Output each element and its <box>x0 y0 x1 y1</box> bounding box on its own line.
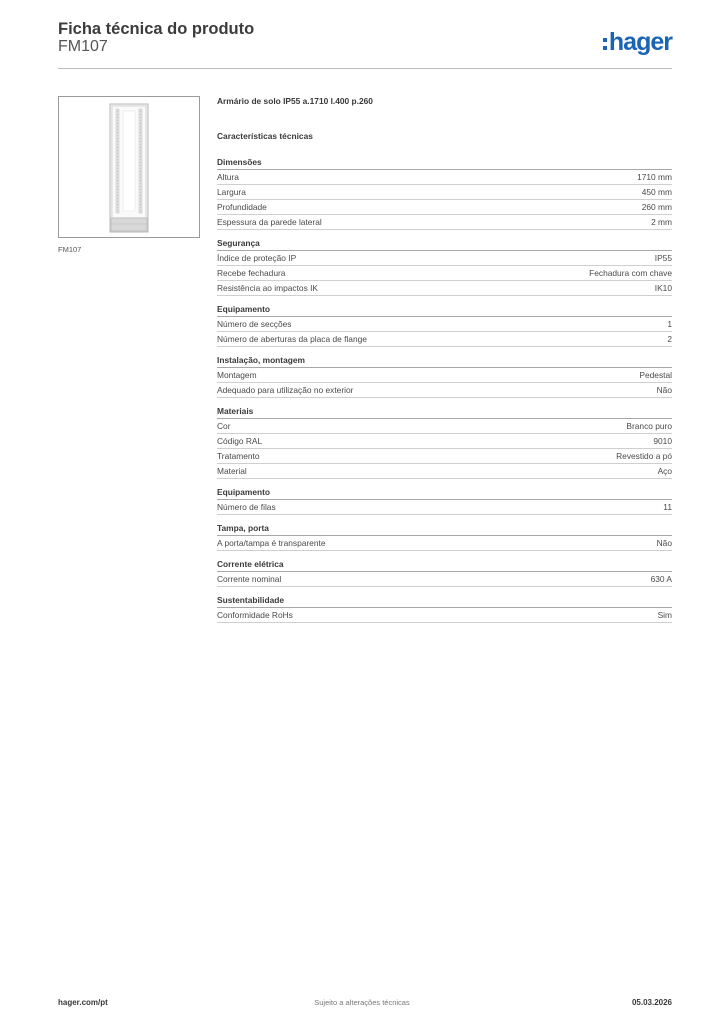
spec-value: Fechadura com chave <box>589 268 672 278</box>
section-title: Tampa, porta <box>217 521 672 536</box>
spec-row <box>217 200 672 215</box>
spec-value: 11 <box>663 502 672 512</box>
hager-logo <box>603 28 672 56</box>
spec-label: Profundidade <box>217 202 267 212</box>
spec-section <box>217 353 672 398</box>
spec-row <box>217 266 672 281</box>
spec-label: Conformidade RoHs <box>217 610 293 620</box>
spec-label: Número de secções <box>217 319 292 329</box>
spec-label: A porta/tampa é transparente <box>217 538 326 548</box>
section-title: Segurança <box>217 236 672 251</box>
spec-label: Altura <box>217 172 239 182</box>
product-image-caption: FM107 <box>58 245 82 254</box>
section-title: Equipamento <box>217 302 672 317</box>
product-name: Armário de solo IP55 a.1710 l.400 p.260 <box>217 96 373 106</box>
spec-value: Revestido a pó <box>616 451 672 461</box>
spec-section <box>217 155 672 230</box>
spec-row <box>217 383 672 398</box>
spec-label: Resistência ao impactos IK <box>217 283 319 293</box>
section-title: Instalação, montagem <box>217 353 672 368</box>
spec-label: Adequado para utilização no exterior <box>217 385 354 395</box>
spec-value: 260 mm <box>641 202 672 212</box>
spec-value: IP55 <box>654 253 672 263</box>
spec-row <box>217 608 672 623</box>
spec-label: Recebe fechadura <box>217 268 286 278</box>
spec-section <box>217 521 672 551</box>
spec-value: Sim <box>657 610 672 620</box>
spec-value: 2 mm <box>651 217 672 227</box>
logo-text: hager <box>608 27 672 56</box>
spec-row <box>217 281 672 296</box>
spec-row <box>217 332 672 347</box>
spec-value: 9010 <box>653 436 672 446</box>
logo-colon-icon <box>603 38 607 50</box>
spec-section <box>217 236 672 296</box>
spec-value: Não <box>656 538 672 548</box>
spec-row <box>217 170 672 185</box>
spec-value: 2 <box>667 334 672 344</box>
section-title: Dimensões <box>217 155 672 170</box>
header-divider <box>58 68 672 69</box>
spec-row <box>217 500 672 515</box>
spec-value: 630 A <box>650 574 672 584</box>
cabinet-product-image <box>109 103 149 233</box>
spec-value: IK10 <box>654 283 672 293</box>
footer-website: hager.com/pt <box>58 998 108 1007</box>
spec-sections <box>217 155 672 623</box>
spec-section <box>217 557 672 587</box>
section-title: Corrente elétrica <box>217 557 672 572</box>
section-title: Sustentabilidade <box>217 593 672 608</box>
spec-content <box>217 94 672 623</box>
spec-value: Pedestal <box>639 370 672 380</box>
spec-label: Número de filas <box>217 502 276 512</box>
spec-row <box>217 434 672 449</box>
spec-value: Não <box>656 385 672 395</box>
spec-row <box>217 215 672 230</box>
spec-section <box>217 302 672 347</box>
spec-label: Espessura da parede lateral <box>217 217 322 227</box>
spec-row <box>217 572 672 587</box>
spec-row <box>217 464 672 479</box>
footer-disclaimer: Sujeito a alterações técnicas <box>314 998 410 1007</box>
spec-value: 1710 mm <box>637 172 672 182</box>
spec-label: Índice de proteção IP <box>217 253 297 263</box>
product-code: FM107 <box>58 38 108 55</box>
spec-value: Branco puro <box>626 421 672 431</box>
spec-value: Aço <box>657 466 672 476</box>
section-title: Materiais <box>217 404 672 419</box>
spec-section <box>217 485 672 515</box>
spec-section <box>217 593 672 623</box>
spec-row <box>217 317 672 332</box>
product-image-frame <box>58 96 200 238</box>
spec-label: Número de aberturas da placa de flange <box>217 334 367 344</box>
spec-row <box>217 449 672 464</box>
spec-label: Montagem <box>217 370 257 380</box>
spec-section <box>217 404 672 479</box>
footer-date: 05.03.2026 <box>631 998 672 1007</box>
spec-row <box>217 251 672 266</box>
spec-row <box>217 185 672 200</box>
spec-value: 1 <box>667 319 672 329</box>
section-title: Equipamento <box>217 485 672 500</box>
spec-label: Corrente nominal <box>217 574 282 584</box>
spec-row <box>217 419 672 434</box>
spec-label: Código RAL <box>217 436 263 446</box>
spec-label: Tratamento <box>217 451 260 461</box>
spec-value: 450 mm <box>641 187 672 197</box>
spec-label: Largura <box>217 187 246 197</box>
spec-label: Cor <box>217 421 231 431</box>
spec-row <box>217 368 672 383</box>
spec-row <box>217 536 672 551</box>
spec-label: Material <box>217 466 247 476</box>
page-title: Ficha técnica do produto <box>58 20 255 38</box>
tech-characteristics-heading: Características técnicas <box>217 131 313 141</box>
